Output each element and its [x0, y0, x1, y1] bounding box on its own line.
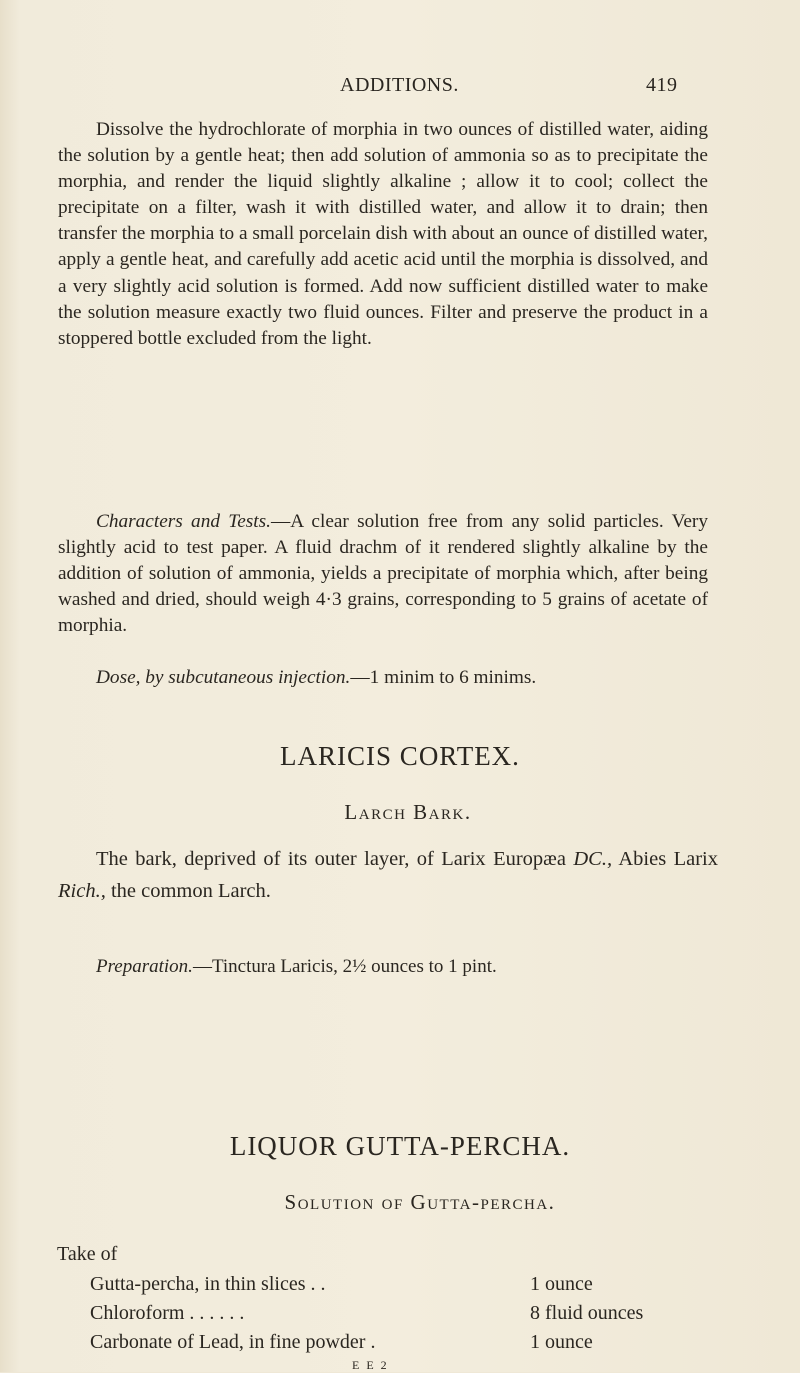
paragraph-characters-and-tests: [58, 509, 708, 639]
ingredient-name: Carbonate of Lead, in fine powder .: [90, 1331, 376, 1353]
ingredient-quantity: 8 fluid ounces: [530, 1302, 644, 1324]
solution-of-gutta-percha-subheading: Solution of Gutta-percha.: [284, 1190, 556, 1214]
ingredient-row: [90, 1302, 710, 1330]
characters-and-tests-label: Characters and Tests.: [96, 511, 271, 532]
take-of-label: Take of: [57, 1243, 118, 1265]
paragraph-dose: [58, 665, 708, 691]
dose-text: —1 minim to 6 minims.: [350, 667, 537, 688]
characters-and-tests-text: —A clear solution free from any solid particles. Very slightly acid to test paper. A fluid drachm of it rendered slightly alkaline by the addition of solution of ammonia, yields a precipitate of morphia which, after being washed and dried, should weigh 4·3 grains, corresponding to 5 grains of acetate of morphia.: [58, 511, 708, 637]
ingredient-row: [90, 1331, 710, 1359]
running-title: ADDITIONS.: [340, 74, 459, 96]
paragraph-preparation: [96, 956, 497, 978]
dose-label: Dose, by subcutaneous injection.: [96, 667, 351, 688]
ingredient-quantity: 1 ounce: [530, 1331, 593, 1353]
preparation-label: Preparation.: [96, 956, 193, 977]
preparation-text: —Tinctura Laricis, 2½ ounces to 1 pint.: [192, 956, 497, 977]
ingredient-quantity: 1 ounce: [530, 1273, 593, 1295]
paragraph-larch-bark: [58, 843, 718, 907]
larch-authority-rich: Rich.,: [58, 880, 106, 902]
paragraph-dissolve: Dissolve the hydrochlorate of morphia in two ounces of distilled water, aiding the solution by a gentle heat; then add solution of ammonia so as to precipitate the morphia, and render the liquid slightly alkaline ; allow it to cool; collect the precipitate on a filter, wash it with distilled water, and allow it to drain; then transfer the morphia to a small porcelain dish with about an ounce of distilled water, apply a gentle heat, and carefully add acetic acid until the morphia is dissolved, and a very slightly acid solution is formed. Add now sufficient distilled water to make the solution measure exactly two fluid ounces. Filter and preserve the product in a stoppered bottle excluded from the light.: [58, 119, 708, 349]
liquor-gutta-percha-heading: LIQUOR GUTTA-PERCHA.: [229, 1131, 571, 1161]
ingredient-name: Chloroform . . . . . .: [90, 1302, 245, 1324]
laricis-cortex-heading: LARICIS CORTEX.: [280, 741, 520, 771]
larch-text-b: Abies Larix: [612, 848, 719, 870]
page-header: [0, 74, 800, 98]
ingredient-row: [90, 1273, 710, 1301]
larch-text-a: The bark, deprived of its outer layer, of Larix Europæa: [96, 848, 574, 870]
page-number: 419: [646, 74, 678, 96]
larch-bark-subheading: Larch Bark.: [344, 800, 472, 824]
signature-mark: E E 2: [352, 1358, 389, 1372]
ingredient-name: Gutta-percha, in thin slices . .: [90, 1273, 326, 1295]
larch-text-c: the common Larch.: [105, 880, 271, 902]
larch-authority-dc: DC.,: [573, 848, 613, 870]
